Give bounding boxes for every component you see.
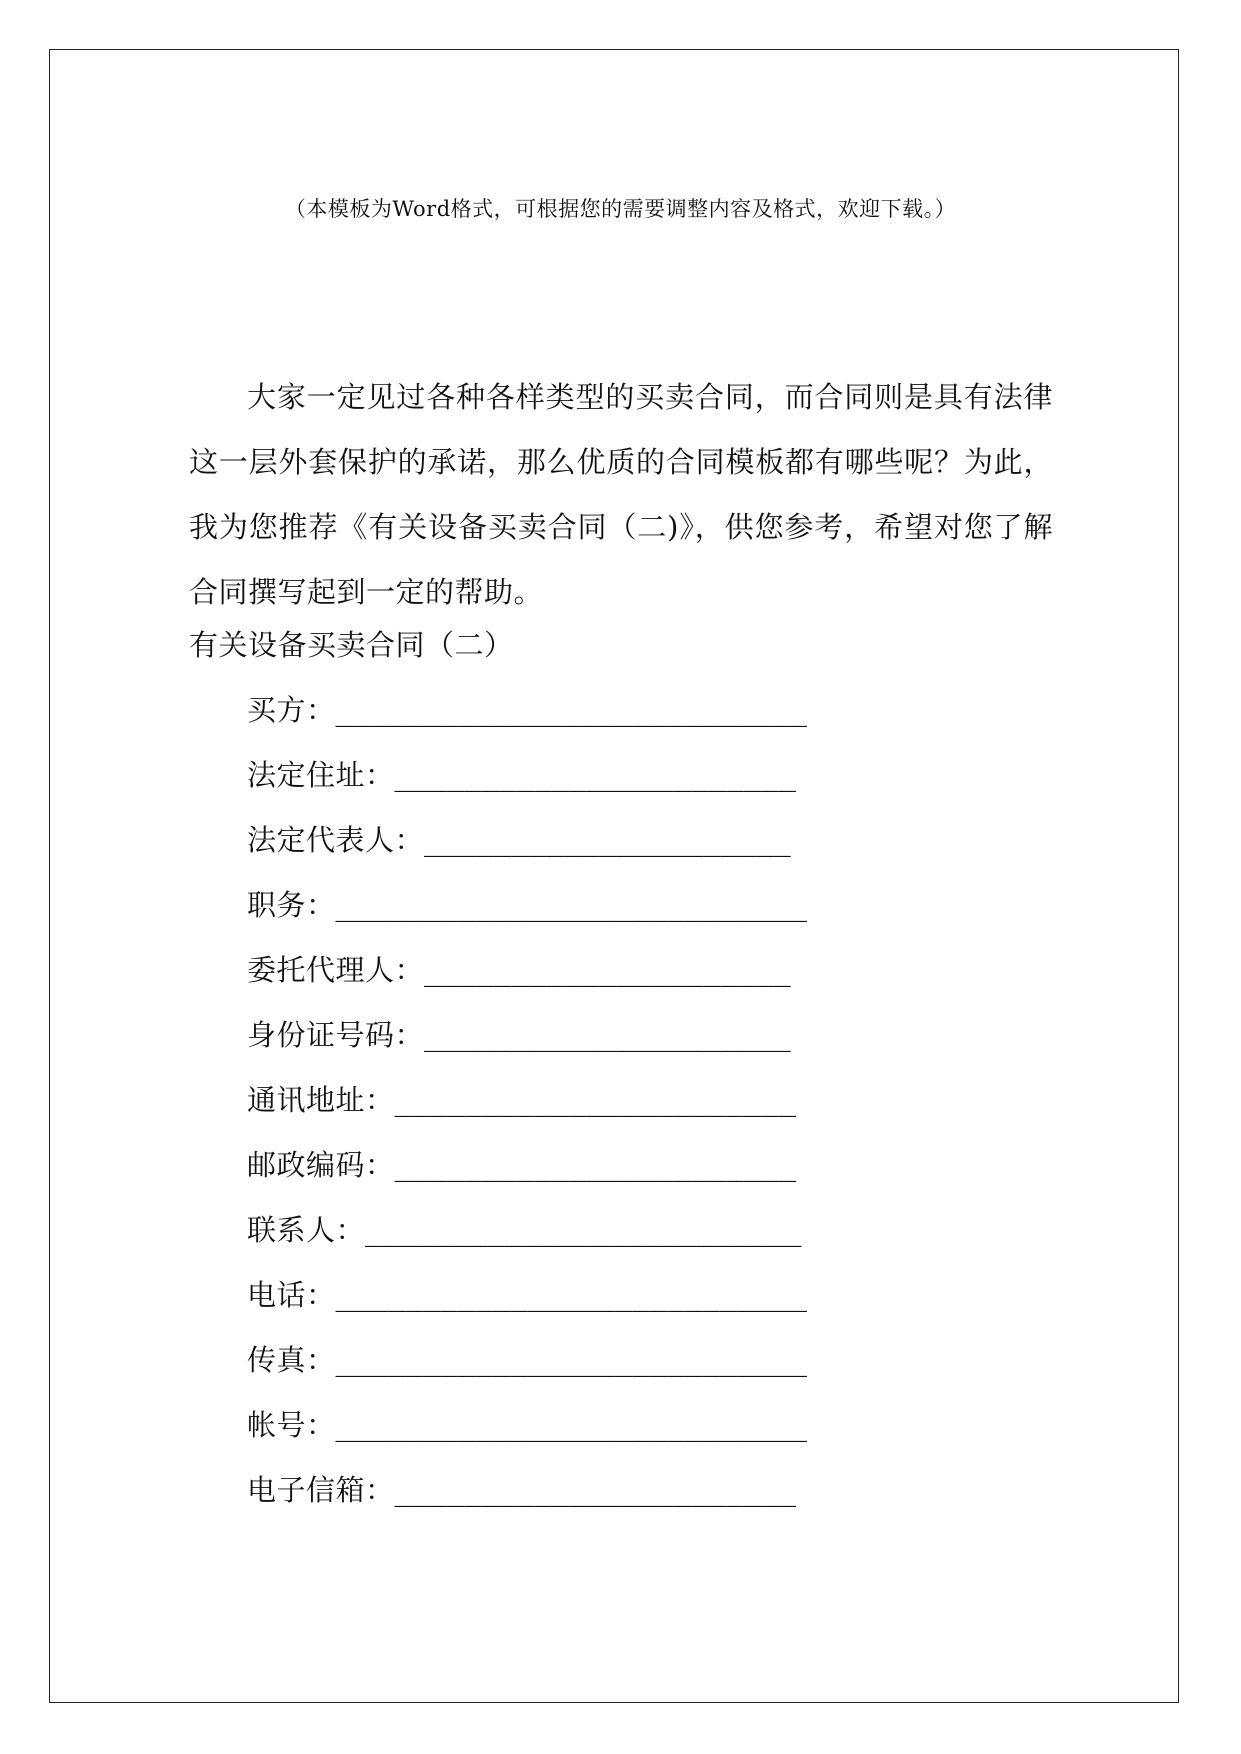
template-note: （本模板为Word格式，可根据您的需要调整内容及格式，欢迎下载。） bbox=[284, 197, 957, 221]
field-label: 法定代表人： bbox=[247, 823, 425, 857]
field-label: 买方： bbox=[247, 693, 336, 727]
field-label: 委托代理人： bbox=[247, 953, 425, 987]
field-label: 电子信箱： bbox=[247, 1473, 395, 1507]
field-legal-address bbox=[247, 755, 807, 820]
field-blank-line: _____________________ bbox=[424, 1018, 791, 1052]
field-buyer bbox=[247, 690, 807, 755]
field-account-number bbox=[247, 1405, 807, 1470]
field-label: 帐号： bbox=[247, 1408, 336, 1442]
field-blank-line: _______________________ bbox=[394, 758, 797, 792]
field-label: 职务： bbox=[247, 888, 336, 922]
field-blank-line: _____________________ bbox=[424, 953, 791, 987]
field-label: 联系人： bbox=[247, 1213, 366, 1247]
field-blank-line: ___________________________ bbox=[335, 1278, 807, 1312]
field-authorized-agent bbox=[247, 950, 807, 1015]
field-blank-line: _______________________ bbox=[394, 1473, 797, 1507]
field-label: 传真： bbox=[247, 1343, 336, 1377]
field-label: 电话： bbox=[247, 1278, 336, 1312]
party-info-fields bbox=[247, 690, 807, 1535]
field-phone bbox=[247, 1275, 807, 1340]
field-label: 邮政编码： bbox=[247, 1148, 395, 1182]
field-position bbox=[247, 885, 807, 950]
intro-paragraph: 大家一定见过各种各样类型的买卖合同，而合同则是具有法律这一层外套保护的承诺，那么优质的合同模板都有哪些呢？为此，我为您推荐《有关设备买卖合同（二)》，供您参考，希望对您了解合同撰写起到一定的帮助。 bbox=[189, 380, 1053, 609]
field-blank-line: ___________________________ bbox=[335, 693, 807, 727]
field-mailing-address bbox=[247, 1080, 807, 1145]
field-blank-line: ___________________________ bbox=[335, 888, 807, 922]
field-label: 法定住址： bbox=[247, 758, 395, 792]
field-blank-line: ___________________________ bbox=[335, 1343, 807, 1377]
field-blank-line: _____________________ bbox=[424, 823, 791, 857]
field-label: 身份证号码： bbox=[247, 1018, 425, 1052]
field-blank-line: _______________________ bbox=[394, 1083, 797, 1117]
field-blank-line: _______________________ bbox=[394, 1148, 797, 1182]
field-label: 通讯地址： bbox=[247, 1083, 395, 1117]
field-id-number bbox=[247, 1015, 807, 1080]
field-legal-representative bbox=[247, 820, 807, 885]
field-blank-line: _________________________ bbox=[365, 1213, 802, 1247]
field-contact-person bbox=[247, 1210, 807, 1275]
field-fax bbox=[247, 1340, 807, 1405]
field-email bbox=[247, 1470, 807, 1535]
field-blank-line: ___________________________ bbox=[335, 1408, 807, 1442]
contract-title: 有关设备买卖合同（二） bbox=[189, 628, 514, 662]
field-postal-code bbox=[247, 1145, 807, 1210]
